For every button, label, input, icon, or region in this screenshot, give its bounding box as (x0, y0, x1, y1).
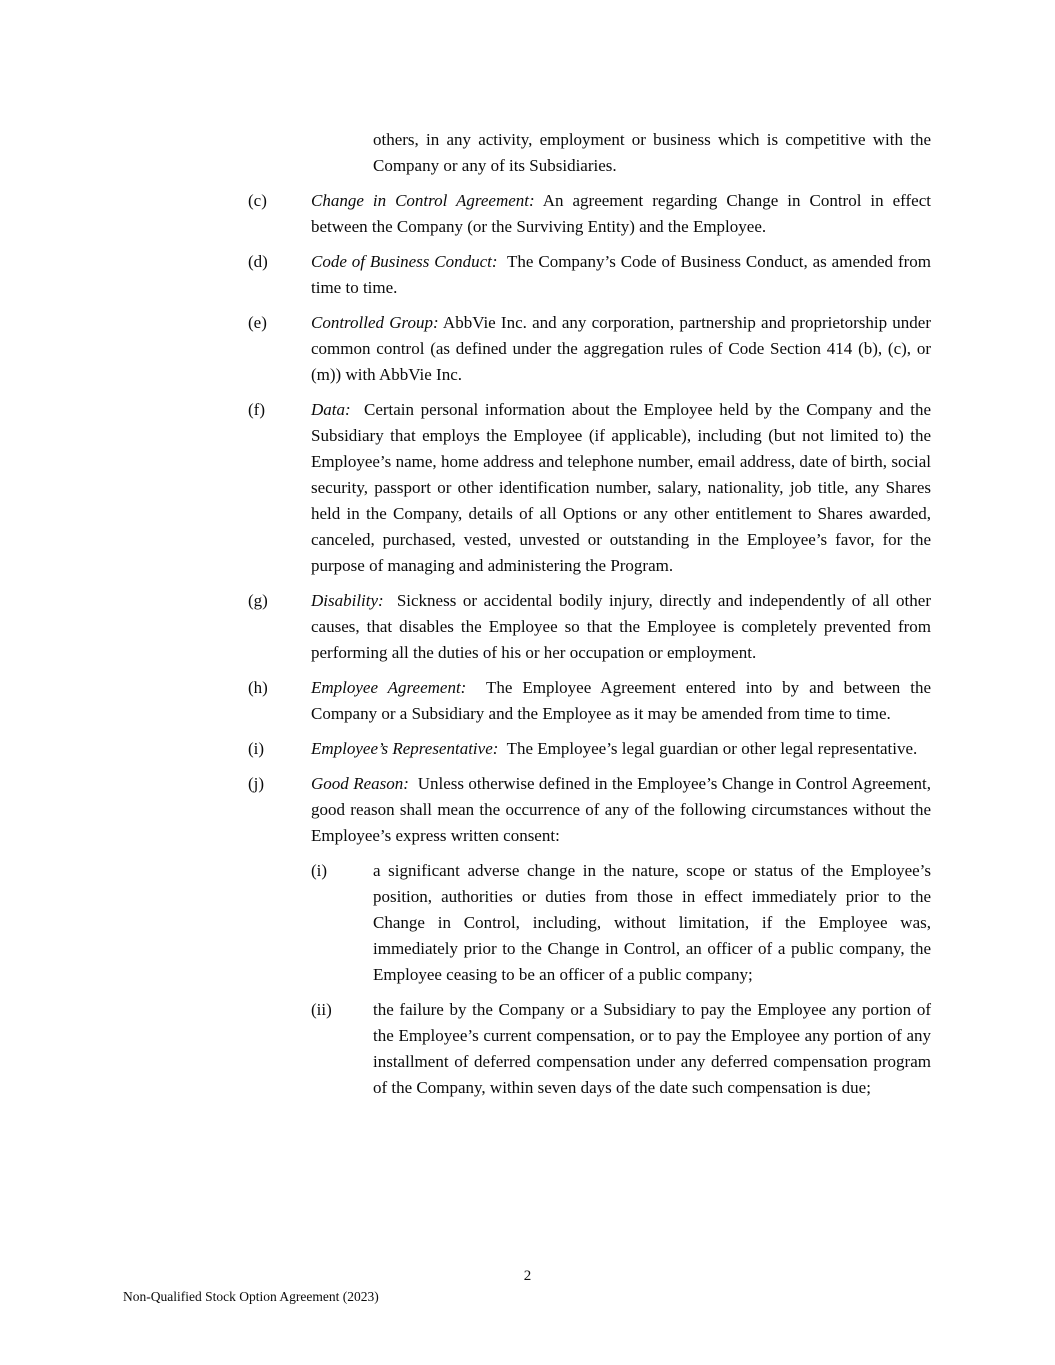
definition-label: (g) (248, 591, 268, 610)
definition-text: The Employee’s legal guardian or other legal representative. (498, 739, 918, 758)
definition-text: The Employee Agreement entered into by and between the Company or a Subsidiary and the Employee as it may be amended from time to time. (311, 678, 931, 723)
definition-term: Employee’s Representative: (311, 739, 499, 758)
subitem-text: the failure by the Company or a Subsidiary to pay the Employee any portion of the Employee’s current compensation, or to pay the Employee any portion of any installment of deferred compensation under any deferred compensation program of the Company, within seven days of the date such compensation is due; (373, 1000, 931, 1097)
definition-term: Data: (311, 400, 351, 419)
page-number: 2 (523, 1268, 532, 1284)
footer-note: Non-Qualified Stock Option Agreement (2023) (123, 1289, 379, 1304)
subitem-ii (311, 997, 931, 1101)
definition-term: Controlled Group: (311, 313, 439, 332)
definition-item-d (248, 249, 931, 301)
definition-item-h (248, 675, 931, 727)
definition-body (311, 188, 931, 240)
definition-item-f (248, 397, 931, 579)
definition-item-c (248, 188, 931, 240)
subitem-text: a significant adverse change in the nature, scope or status of the Employee’s position, authorities or duties from those in effect immediately prior to the Change in Control, including, without limitation, if the Employee was, immediately prior to the Change in Control, an officer of a public company, the Employee ceasing to be an officer of a public company; (373, 861, 931, 984)
definition-body (311, 588, 931, 666)
subitem-label: (ii) (311, 1000, 332, 1019)
definition-label: (d) (248, 252, 268, 271)
definition-label: (e) (248, 313, 267, 332)
definition-text: An agreement regarding Change in Control in effect between the Company (or the Surviving Entity) and the Employee. (311, 191, 931, 236)
definition-label: (j) (248, 774, 265, 793)
definition-term: Code of Business Conduct: (311, 252, 498, 271)
definition-term: Employee Agreement: (311, 678, 467, 697)
definition-body (311, 675, 931, 727)
definition-body (311, 397, 931, 579)
definition-label: (h) (248, 678, 268, 697)
definition-body (311, 310, 931, 388)
definition-label: (i) (248, 739, 265, 758)
definition-text: The Company’s Code of Business Conduct, as amended from time to time. (311, 252, 931, 297)
definition-label: (c) (248, 191, 267, 210)
definition-text: Unless otherwise defined in the Employee’s Change in Control Agreement, good reason shall mean the occurrence of any of the following circumstances without the Employee’s express written consent: (311, 774, 932, 845)
definition-body (311, 771, 931, 849)
subitem-label: (i) (311, 861, 328, 880)
definition-item-i (248, 736, 931, 762)
definition-item-e (248, 310, 931, 388)
definition-body (311, 736, 931, 762)
definition-term: Disability: (311, 591, 384, 610)
definition-item-j (248, 771, 931, 849)
definition-text: Sickness or accidental bodily injury, directly and independently of all other causes, that disables the Employee so that the Employee is completely prevented from performing all the duties of his or her occupation or employment. (311, 591, 931, 662)
definition-body (311, 249, 931, 301)
body-text (0, 127, 1055, 1110)
definition-text: AbbVie Inc. and any corporation, partnership and proprietorship under common control (as defined under the aggregation rules of Code Section 414 (b), (c), or (m)) with AbbVie Inc. (311, 313, 932, 384)
definition-label: (f) (248, 400, 265, 419)
subitem-i (311, 858, 931, 988)
definition-term: Change in Control Agreement: (311, 191, 535, 210)
definition-term: Good Reason: (311, 774, 409, 793)
definition-text: Certain personal information about the Employee held by the Company and the Subsidiary that employs the Employee (if applicable), including (but not limited to) the Employee’s name, home address and telephone number, email address, date of birth, social security, passport or other identification number, salary, nationality, job title, any Shares held in the Company, details of all Options or any other entitlement to Shares awarded, canceled, purchased, vested, unvested or outstanding in the Employee’s favor, for the purpose of managing and administering the Program. (311, 400, 931, 575)
definition-item-g (248, 588, 931, 666)
continuation-paragraph: others, in any activity, employment or business which is competitive with the Company or any of its Subsidiaries. (373, 130, 931, 175)
